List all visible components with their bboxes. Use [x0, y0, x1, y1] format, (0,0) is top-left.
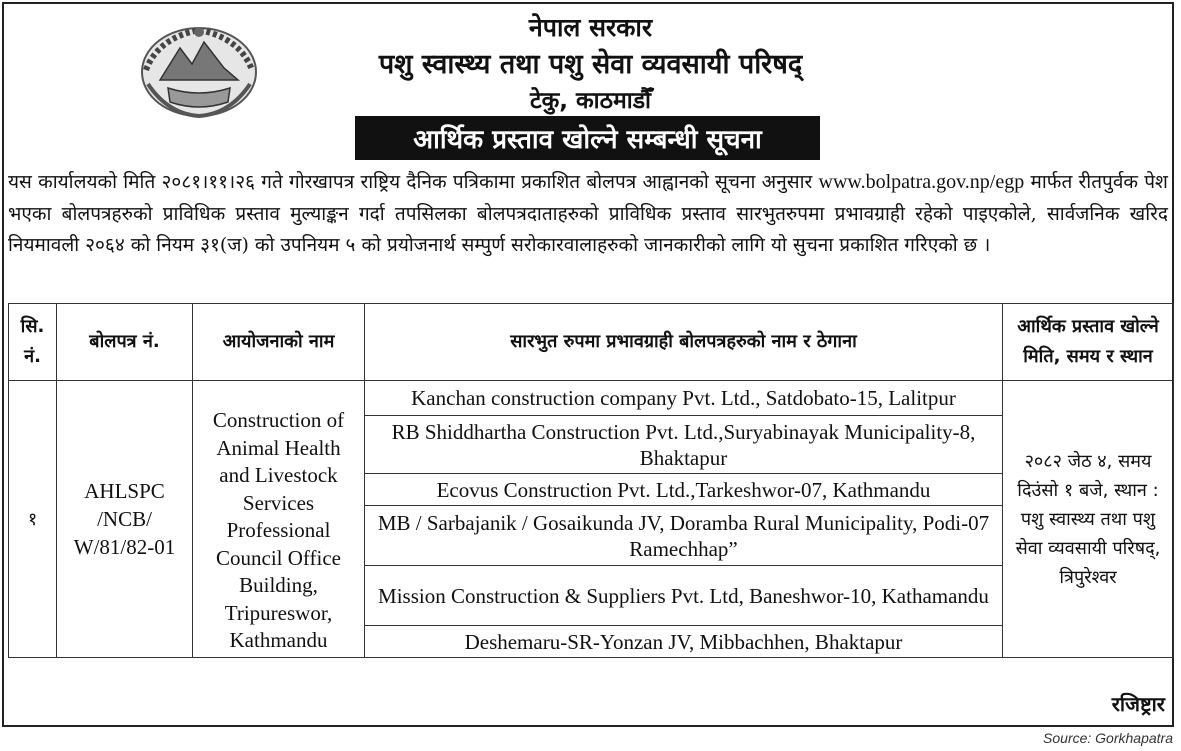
bidder-4: MB / Sarbajanik / Gosaikunda JV, Doramba Rural Municipality, Podi-07 Ramechhap” — [365, 506, 1003, 566]
header-opening: आर्थिक प्रस्ताव खोल्ने मिति, समय र स्थान — [1003, 304, 1174, 381]
source-credit: Source: Gorkhapatra — [1043, 730, 1173, 746]
notice-title-banner: आर्थिक प्रस्ताव खोल्ने सम्बन्धी सूचना — [355, 116, 820, 160]
cell-sn: १ — [9, 381, 57, 658]
header-project: आयोजनाको नाम — [193, 304, 365, 381]
bidder-2: RB Shiddhartha Construction Pvt. Ltd.,Suryabinayak Municipality-8, Bhaktapur — [365, 416, 1003, 474]
notice-paragraph — [8, 167, 1168, 262]
table-row — [9, 381, 1174, 416]
bidder-3: Ecovus Construction Pvt. Ltd.,Tarkeshwor-07, Kathmandu — [365, 474, 1003, 506]
bidder-1: Kanchan construction company Pvt. Ltd., Satdobato-15, Lalitpur — [365, 381, 1003, 416]
header-bidders: सारभुत रुपमा प्रभावग्राही बोलपत्रहरुको नाम र ठेगाना — [365, 304, 1003, 381]
header-address: टेकु, काठमाडौँ — [530, 88, 651, 114]
bidders-table — [8, 303, 1174, 658]
cell-project: Construction of Animal Health and Livestock Services Professional Council Office Building, Tripureswor, Kathmandu — [193, 381, 365, 658]
bidder-5: Mission Construction & Suppliers Pvt. Ltd, Baneshwor-10, Kathamandu — [365, 566, 1003, 626]
header-government: नेपाल सरकार — [528, 13, 653, 42]
bolpatra-url: www.bolpatra.gov.np/egp — [818, 171, 1025, 193]
header-bid-no: बोलपत्र नं. — [57, 304, 193, 381]
bidder-6: Deshemaru-SR-Yonzan JV, Mibbachhen, Bhaktapur — [365, 626, 1003, 658]
header-council-name: पशु स्वास्थ्य तथा पशु सेवा व्यवसायी परिषद् — [378, 49, 803, 80]
paragraph-part-2: मार्फत रीतपुर्वक पेश भएका बोलपत्रहरुको प्राविधिक प्रस्ताव मुल्याङ्कन गर्दा तपसिलका बोलपत्रदाताहरुको प्राविधिक प्रस्ताव सारभुतरुपमा प्रभावग्राही रहेको पाइएकोले, सार्वजनिक खरिद नियमावली २०६४ को नियम ३१(ज) को उपनियम ५ को प्रयोजनार्थ सम्पुर्ण सरोकारवालाहरुको जानकारीको लागि यो सुचना प्रकाशित गरिएको छ । — [8, 171, 1168, 256]
registrar-signature: रजिष्ट्रार — [1111, 692, 1165, 716]
paragraph-part-1: यस कार्यालयको मिति २०८१।११।२६ गते गोरखापत्र राष्ट्रिय दैनिक पत्रिकामा प्रकाशित बोलपत्र आह्वानको सूचना अनुसार — [8, 171, 819, 193]
table-header-row — [9, 304, 1174, 381]
header-sn: सि. नं. — [9, 304, 57, 381]
cell-bid-no: AHLSPC /NCB/ W/81/82-01 — [57, 381, 193, 658]
cell-opening: २०८२ जेठ ४, समय दिउंसो १ बजे, स्थान : पशु स्वास्थ्य तथा पशु सेवा व्यवसायी परिषद्, त्रिपुरेश्वर — [1003, 381, 1174, 658]
